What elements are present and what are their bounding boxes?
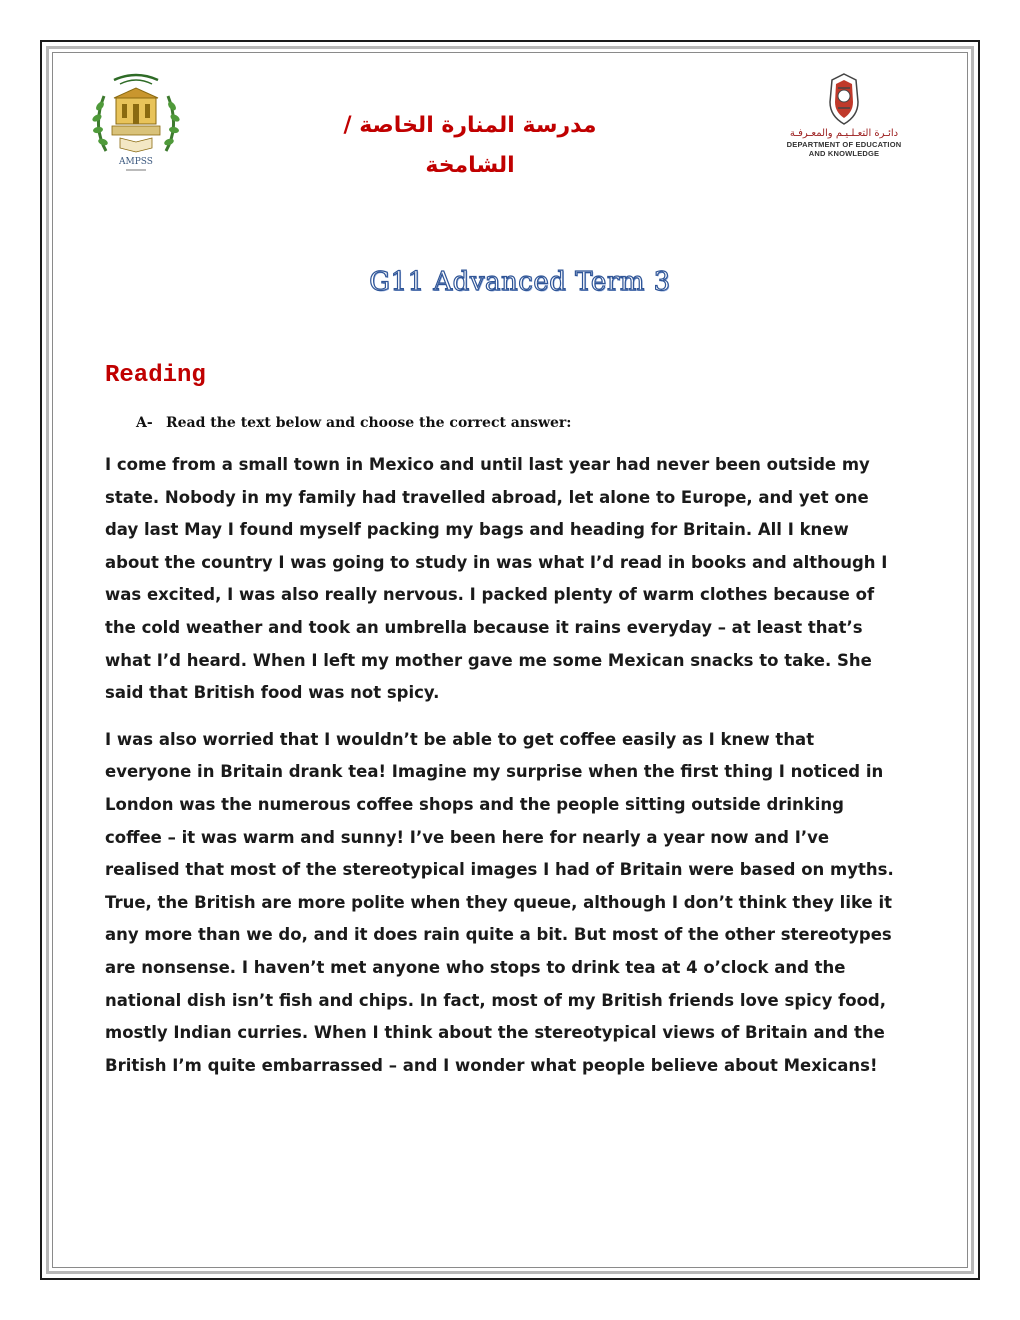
passage-line: day last May I found myself packing my bags and heading for Britain. All I knew	[105, 520, 849, 540]
passage-line: was excited, I was also really nervous. I packed plenty of warm clothes because of	[105, 585, 875, 605]
passage-line: mostly Indian curries. When I think about the stereotypical views of Britain and the	[105, 1023, 885, 1043]
passage-line: London was the numerous coffee shops and the people sitting outside drinking	[105, 794, 844, 814]
passage-line: said that British food was not spicy.	[105, 683, 440, 703]
instruction-label: A-	[136, 415, 153, 431]
svg-text:AMPSS: AMPSS	[119, 157, 153, 167]
passage-line: are nonsense. I haven’t met anyone who stops to drink tea at 4 o’clock and the	[105, 957, 846, 977]
department-name-english-2: AND KNOWLEDGE	[808, 149, 880, 158]
department-logo	[784, 72, 904, 162]
passage-line: state. Nobody in my family had travelled abroad, let alone to Europe, and yet one	[105, 487, 869, 507]
document-title: G11 Advanced Term 3	[369, 267, 671, 297]
section-heading: Reading	[105, 362, 206, 389]
passage-line: about the country I was going to study in was what I’d read in books and although I	[105, 552, 888, 572]
school-name: مدرسة المنارة الخاصة / الشامخة	[343, 113, 597, 178]
instruction-text: Read the text below and choose the correct answer:	[166, 415, 572, 431]
passage-paragraph-2	[105, 724, 935, 1083]
passage-line: any more than we do, and it does rain quite a bit. But most of the other stereotypes	[105, 925, 892, 945]
passage-line: True, the British are more polite when they queue, although I don’t think they like it	[105, 892, 892, 912]
passage-line: everyone in Britain drank tea! Imagine my surprise when the first thing I noticed in	[105, 762, 884, 782]
department-name-arabic: دائـرة التعـلـيـم والمعـرفـة	[789, 128, 899, 139]
school-crest-icon	[86, 66, 186, 176]
passage-paragraph-1	[105, 449, 935, 710]
passage-line: I was also worried that I wouldn’t be able to get coffee easily as I knew that	[105, 729, 815, 749]
passage-line: British I’m quite embarrassed – and I wonder what people believe about Mexicans!	[105, 1055, 878, 1075]
reading-passage	[105, 449, 935, 1096]
passage-line: the cold weather and took an umbrella because it rains everyday – at least that’s	[105, 617, 863, 637]
instruction	[136, 412, 571, 434]
passage-line: I come from a small town in Mexico and until last year had never been outside my	[105, 455, 870, 474]
passage-line: national dish isn’t fish and chips. In fact, most of my British friends love spicy food,	[105, 990, 886, 1010]
school-logo	[86, 66, 186, 176]
passage-line: coffee – it was warm and sunny! I’ve been here for nearly a year now and I’ve	[105, 827, 830, 847]
falcon-emblem-icon	[824, 72, 864, 126]
passage-line: what I’d heard. When I left my mother gave me some Mexican snacks to take. She	[105, 650, 872, 670]
passage-line: realised that most of the stereotypical images I had of Britain were based on myths.	[105, 860, 894, 880]
department-name-english-1: DEPARTMENT OF EDUCATION	[786, 140, 902, 149]
